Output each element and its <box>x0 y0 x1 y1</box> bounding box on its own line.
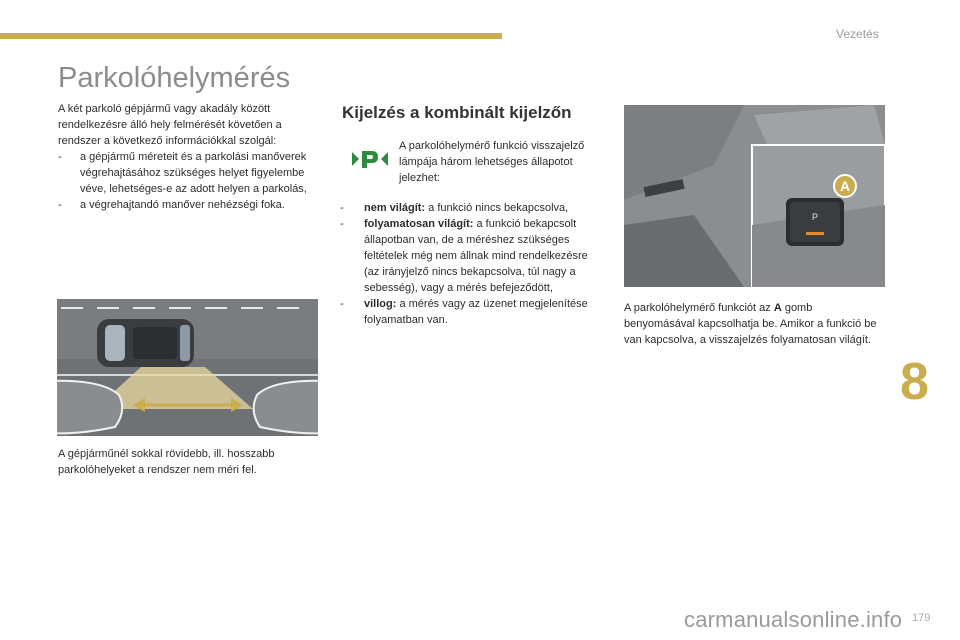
dashboard-button-photo <box>624 105 885 287</box>
list-item: - a gépjármű méreteit és a parkolási manőverek végrehajtásához szükséges helyet figyelembe véve, lehetséges-e az adott helyen a parkolás, <box>58 151 307 195</box>
indicator-states-list <box>340 200 602 328</box>
header-accent-bar <box>0 33 502 39</box>
page-number: 179 <box>912 612 931 624</box>
svg-text:P: P <box>811 212 819 222</box>
illustration-caption: A gépjárműnél sokkal rövidebb, ill. hosszabb parkolóhelyeket a rendszer nem méri fel. <box>58 448 275 476</box>
button-caption: A parkolóhelymérő funkciót az A gomb benyomásával kapcsolhatja be. Amikor a funkció be van kapcsolva, a visszajelzés folyamatosan világít. <box>624 302 877 346</box>
section-heading: Kijelzés a kombinált kijelzőn <box>342 103 572 122</box>
chapter-number: 8 <box>900 353 929 411</box>
list-item: - a végrehajtandó manőver nehézségi foka. <box>58 199 285 211</box>
page-title: Parkolóhelymérés <box>58 62 291 94</box>
parking-indicator-icon <box>350 148 390 170</box>
parking-space-illustration <box>57 299 318 436</box>
watermark: carmanualsonline.info <box>684 607 903 632</box>
list-item: - nem világít: a funkció nincs bekapcsolva, <box>340 202 569 214</box>
info-list <box>58 149 320 213</box>
intro-paragraph: A két parkoló gépjármű vagy akadály között rendelkezésre álló hely felmérését követően a rendszer a következő információkkal szolgál: <box>58 103 282 147</box>
button-a-label: A <box>839 178 851 194</box>
indicator-description: A parkolóhelymérő funkció visszajelző lámpája három lehetséges állapotot jelezhet: <box>399 140 585 184</box>
list-item: - folyamatosan világít: a funkció bekapcsolt állapotban van, de a méréshez szükséges feltételek még nem állnak mind rendelkezésre (az irányjelző nincs bekapcsolva, túl nagy a sebesség), vagy a mérés befejeződött, <box>340 218 588 294</box>
list-item: - villog: a mérés vagy az üzenet megjelenítése folyamatban van. <box>340 298 588 326</box>
intro-text-block <box>58 101 320 213</box>
section-name: Vezetés <box>836 27 879 41</box>
